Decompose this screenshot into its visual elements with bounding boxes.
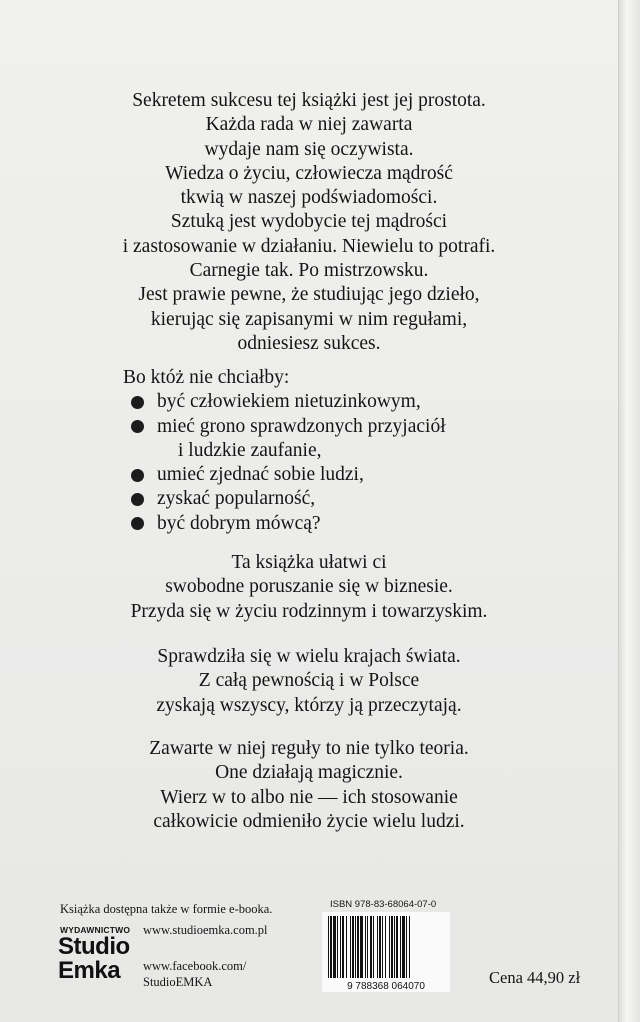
blurb-intro — [0, 89, 618, 356]
list-item — [123, 415, 446, 439]
barcode-bar — [330, 916, 332, 978]
bullet-icon — [131, 469, 144, 482]
website-link[interactable]: www.studioemka.com.pl — [143, 923, 268, 937]
blurb-line: Wiedza o życiu, człowiecza mądrość — [165, 162, 453, 184]
blurb-paragraph-business — [0, 551, 618, 624]
list-item-text: umieć zjednać sobie ludzi, — [157, 464, 364, 486]
barcode-bar — [365, 916, 366, 978]
barcode-bar — [373, 916, 374, 978]
bullet-icon — [131, 517, 144, 530]
list-title: Bo któż nie chciałby: — [123, 367, 290, 388]
blurb-line: Z całą pewnością i w Polsce — [198, 670, 420, 692]
barcode-bar — [385, 916, 386, 978]
barcode-bar — [337, 916, 338, 978]
book-spine-edge — [618, 0, 640, 1022]
barcode-bar — [350, 916, 351, 978]
barcode-bar — [355, 916, 356, 978]
list-item-text: być człowiekiem nietuzinkowym, — [157, 391, 421, 413]
blurb-line: kierując się zapisanymi w nim regułami, — [150, 308, 468, 330]
bullet-icon — [131, 396, 144, 409]
list-item — [123, 463, 446, 487]
logo-line: Emka — [58, 957, 121, 984]
blurb-line: Sprawdziła się w wielu krajach świata. — [157, 646, 461, 667]
barcode-bar — [342, 916, 344, 978]
bullet-icon — [131, 420, 144, 433]
blurb-line: zyskają wszyscy, którzy ją przeczytają. — [156, 694, 462, 716]
barcode-bar — [396, 916, 398, 978]
barcode-bar — [340, 916, 341, 978]
blurb-line: One działają magicznie. — [215, 762, 403, 784]
barcode-bar — [394, 916, 395, 978]
blurb-line: Zawarte w niej reguły to nie tylko teoria. — [149, 738, 469, 759]
barcode-bar — [377, 916, 378, 978]
publisher-label: WYDAWNICTWO — [60, 925, 131, 935]
barcode-bar — [360, 916, 363, 978]
list-item — [123, 390, 446, 414]
blurb-line: tkwią w naszej podświadomości. — [180, 187, 438, 209]
barcode — [322, 912, 450, 992]
barcode-bar — [389, 916, 390, 978]
barcode-bar — [370, 916, 372, 978]
list-item-text: mieć grono sprawdzonych przyjaciół — [157, 415, 446, 437]
ebook-note: Książka dostępna także w formie e-booka. — [60, 902, 273, 916]
blurb-line: i zastosowanie w działaniu. Niewielu to potrafi. — [122, 235, 496, 257]
logo-line: Studio — [58, 933, 130, 960]
barcode-bar — [400, 916, 401, 978]
blurb-line: Wierz w to albo nie — ich stosowanie — [160, 786, 458, 808]
blurb-line: odniesiesz sukces. — [237, 332, 381, 354]
blurb-line: swobodne poruszanie się w biznesie. — [165, 576, 453, 598]
blurb-line: Carnegie tak. Po mistrzowsku. — [189, 260, 429, 282]
publisher-logo — [58, 935, 130, 983]
list-item — [123, 512, 446, 536]
facebook-url-line: www.facebook.com/ — [143, 959, 247, 973]
barcode-bar — [409, 916, 410, 978]
blurb-line: Jest prawie pewne, że studiując jego dzieło, — [138, 284, 480, 306]
barcode-bar — [406, 916, 407, 978]
blurb-line: Sztuką jest wydobycie tej mądrości — [170, 211, 448, 233]
barcode-bar — [352, 916, 354, 978]
blurb-line: Ta książka ułatwi ci — [231, 552, 387, 573]
blurb-line: Każda rada w niej zawarta — [205, 114, 413, 136]
blurb-line: Sekretem sukcesu tej książki jest jej prostota. — [132, 90, 486, 111]
barcode-bar — [346, 916, 347, 978]
blurb-line: całkowicie odmieniło życie wielu ludzi. — [153, 810, 465, 832]
barcode-bar — [328, 916, 329, 978]
barcode-bar — [391, 916, 393, 978]
blurb-line: Przyda się w życiu rodzinnym i towarzyskim. — [130, 600, 488, 622]
barcode-digits: 9 788368 064070 — [347, 981, 425, 992]
facebook-link[interactable] — [143, 958, 246, 990]
barcode-bar — [382, 916, 383, 978]
bullet-icon — [131, 493, 144, 506]
benefits-list — [123, 366, 446, 536]
barcode-bar — [333, 916, 336, 978]
blurb-paragraph-world — [0, 645, 618, 718]
barcode-bar — [402, 916, 405, 978]
blurb-line: wydaje nam się oczywista. — [204, 138, 414, 160]
price-label: Cena 44,90 zł — [489, 968, 581, 987]
list-item-text: zyskać popularność, — [157, 488, 316, 510]
blurb-paragraph-rules — [0, 737, 618, 834]
list-item — [123, 487, 446, 511]
barcode-bar — [367, 916, 368, 978]
list-item-continuation: i ludzkie zaufanie, — [178, 439, 322, 461]
isbn-label: ISBN 978-83-68064-07-0 — [330, 899, 437, 910]
facebook-url-line: StudioEMKA — [143, 975, 213, 989]
barcode-bar — [379, 916, 381, 978]
list-item-text: być dobrym mówcą? — [157, 512, 321, 534]
barcode-bar — [357, 916, 359, 978]
